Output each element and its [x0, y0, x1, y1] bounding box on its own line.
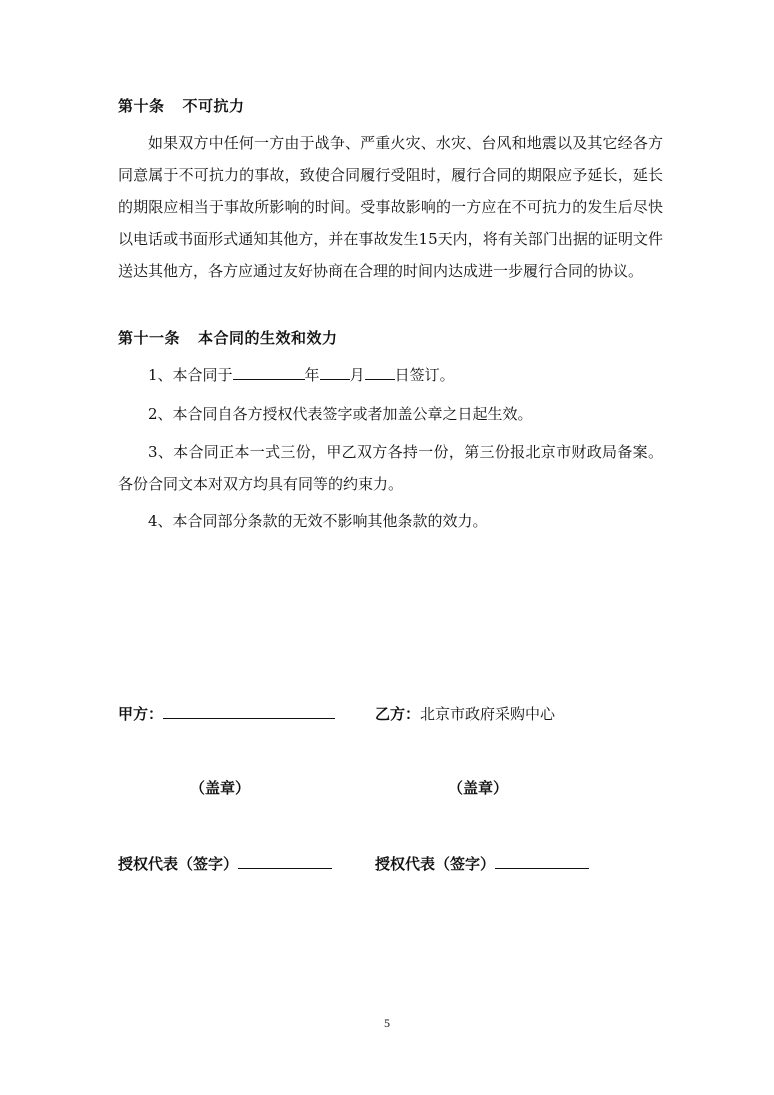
party-b — [375, 703, 555, 724]
article-10-heading — [118, 95, 245, 116]
article-11-number: 第十一条 — [118, 329, 181, 347]
clause-2 — [148, 403, 533, 424]
party-a — [118, 703, 335, 724]
rep-a-blank[interactable] — [238, 854, 332, 869]
seal-b: （盖章） — [448, 779, 509, 797]
rep-b — [375, 853, 589, 874]
clause-1-prefix: 1、本合同于 — [148, 366, 233, 384]
rep-a-label: 授权代表（签字） — [118, 855, 239, 873]
clause-1 — [148, 364, 455, 385]
date-day-blank[interactable] — [365, 365, 395, 380]
rep-b-label: 授权代表（签字） — [375, 855, 496, 873]
article-10-title: 不可抗力 — [182, 97, 245, 115]
clause-4 — [148, 510, 488, 531]
article-10-body — [118, 127, 663, 287]
article-11-heading — [118, 327, 338, 348]
rep-b-blank[interactable] — [495, 854, 589, 869]
clause-3-text: 3、本合同正本一式三份，甲乙双方各持一份，第三份报北京市财政局备案。各份合同文本对双方均具有同等的约束力。 — [118, 443, 663, 493]
article-10-text: 如果双方中任何一方由于战争、严重火灾、水灾、台风和地震以及其它经各方同意属于不可抗力的事故，致使合同履行受阻时，履行合同的期限应予延长，延长的期限应相当于事故所影响的时间。受事故影响的一方应在不可抗力的发生后尽快以电话或书面形式通知其他方，并在事故发生15天内，将有关部门出据的证明文件送达其他方，各方应通过友好协商在合理的时间内达成进一步履行合同的协议。 — [118, 134, 663, 280]
date-month-blank[interactable] — [320, 365, 350, 380]
party-b-label: 乙方： — [375, 705, 421, 723]
party-b-name: 北京市政府采购中心 — [420, 705, 556, 723]
rep-a — [118, 853, 332, 874]
party-a-label: 甲方： — [118, 705, 164, 723]
seal-a: （盖章） — [190, 779, 251, 797]
page-number: 5 — [384, 1016, 390, 1030]
clause-1-day: 日签订。 — [394, 366, 455, 384]
clause-4-text: 4、本合同部分条款的无效不影响其他条款的效力。 — [148, 512, 488, 530]
clause-1-year: 年 — [304, 366, 320, 384]
article-11-title: 本合同的生效和效力 — [198, 329, 338, 347]
article-10-number: 第十条 — [118, 97, 165, 115]
clause-2-text: 2、本合同自各方授权代表签字或者加盖公章之日起生效。 — [148, 405, 533, 423]
date-year-blank[interactable] — [233, 365, 305, 380]
party-a-blank[interactable] — [163, 704, 335, 719]
clause-3 — [118, 436, 663, 500]
clause-1-month: 月 — [349, 366, 365, 384]
